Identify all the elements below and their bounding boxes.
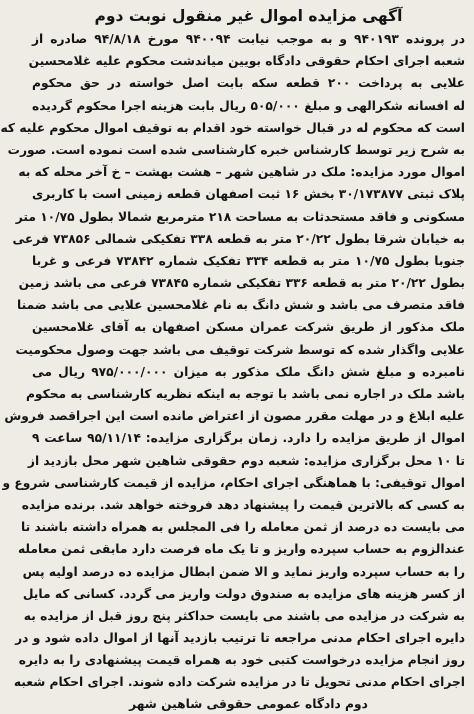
notice-line: اموال مورد مزایده: ملک در شاهین شهر – هشت بهشت – خ آخر محله که به [18, 165, 465, 180]
notice-line: به خیابان شرقا بطول ۲۰/۲۲ متر به قطعه ۳۳۸ تفکیکی شمالی ۷۳۸۵۶ فرعی [12, 231, 465, 246]
notice-line: عندالزوم به حساب سپرده واریز و تا یک ماه فرصت دارد مابقی ثمن معامله [18, 542, 465, 557]
notice-line: در پرونده ۹۴۰۱۹۳ و به موجب نیابت ۹۴۰۰۹۴ مورخ ۹۴/۸/۱۸ صادره از [32, 32, 465, 46]
notice-line: فاقد متصرف می باشد و شش دانگ به نام غلامحسین علایی می باشد ضمنا [17, 298, 465, 313]
notice-line: روز انجام مزایده درخواست کتبی خود به همراه قیمت پیشنهادی را به دایره [18, 653, 465, 668]
notice-line: به کسی که بالاترین قیمت را پیشنهاد دهد فروخته خواهد شد. برنده مزایده [21, 497, 465, 512]
notice-line: علیه ابلاغ و در مهلت مقرر مصون از اعتراض مانده است این اجراقصد فروش [4, 409, 465, 424]
notice-line: پلاک ثبتی ۳۰/۱۷۳۸۷۷ بخش ۱۶ ثبت اصفهان قطعه زمینی است با کاربری [32, 187, 466, 202]
notice-line: جنوبا بطول ۱۰/۷۵ متر به قطعه ۳۳۴ تفکیک شماره ۷۳۸۴۲ فرعی و غربا [32, 253, 465, 268]
notice-line: را به حساب سپرده واریز نماید و الا ضمن ابطال مزایده ده درصد اولیه پس [22, 564, 465, 579]
notice-line: است که محکوم له در قبال خواسته خود اقدام به توقیف اموال محکوم علیه که [0, 120, 465, 135]
notice-line: علایی واگذار شده که توسط شرکت توقیف می باشد جهت وصول محکومیت [15, 342, 465, 357]
notice-line: مسکونی و فاقد مستحدثات به مساحت ۲۱۸ مترمربع شمالا بطول ۱۰/۷۵ متر [15, 209, 465, 224]
notice-line: دایره اجرای احکام مدنی مراجعه تا ترتیب بازدید آنها از اموال داده شود و در [15, 631, 465, 646]
notice-line: تا ۱۰ محل برگزاری مزایده: شعبه دوم حقوقی شاهین شهر محل بازدید از [27, 453, 465, 468]
notice-line: بطول ۲۰/۲۲ متر به قطعه ۳۳۶ تفکیکی شماره ۷۳۸۴۵ فرعی می باشد زمین [18, 276, 465, 291]
notice-line: اجرای احکام مدنی تحویل تا در مزایده شرکت داده شوند. اجرای احکام شعبه [13, 675, 465, 690]
notice-line: می بایست ده درصد از ثمن معامله را فی المجلس به همراه داشته باشند تا [21, 520, 465, 535]
notice-line: اموال از طریق مزایده را دارد. زمان برگزاری مزایده: ۹۵/۱۱/۱۴ ساعت ۹ [32, 431, 465, 446]
notice-line: به شرح زیر توسط کارشناس خبره کارشناسی شده است نموده است. صورت [7, 142, 465, 157]
notice-line: به شرکت در مزایده می باشند می بایست حداکثر پنج روز قبل از مزایده به [23, 608, 465, 623]
notice-line: از کسر هزینه های مزایده به صندوق دولت واریز می گردد. کسانی که مایل [22, 586, 465, 601]
notice-line: اموال توقیفی: با هماهنگی اجرای احکام، مزایده از قیمت کارشناسی شروع و [2, 475, 465, 490]
notice-body [0, 28, 466, 694]
notice-line: ملک مذکور از طریق شرکت عمران مسکن اصفهان به آقای غلامحسین [32, 320, 465, 335]
notice-signature: دوم دادگاه عمومی حقوقی شاهین شهر [129, 696, 368, 711]
notice-line: شعبه اجرای احکام حقوقی دادگاه بویین میاندشت محکوم علیه غلامحسین [28, 54, 465, 69]
notice-line: نامبرده و مبلغ شش دانگ ملک مذکور به میزان ۹۷۵/۰۰۰/۰۰۰ ریال می [32, 364, 465, 379]
notice-line: علایی به پرداخت ۲۰۰ قطعه سکه بابت اصل خواسته در حق محکوم [32, 76, 465, 91]
notice-line: باشد ملک در اجاره نمی باشد با توجه به اینکه نظریه کارشناسی به محکوم [25, 387, 465, 401]
notice-title: آگهی مزایده اموال غیر منقول نوبت دوم [94, 7, 403, 25]
notice-line: له افسانه شکرالهی و مبلغ ۵۰۵/۰۰۰ ریال بابت هزینه اجرا محکوم گردیده [32, 98, 465, 113]
